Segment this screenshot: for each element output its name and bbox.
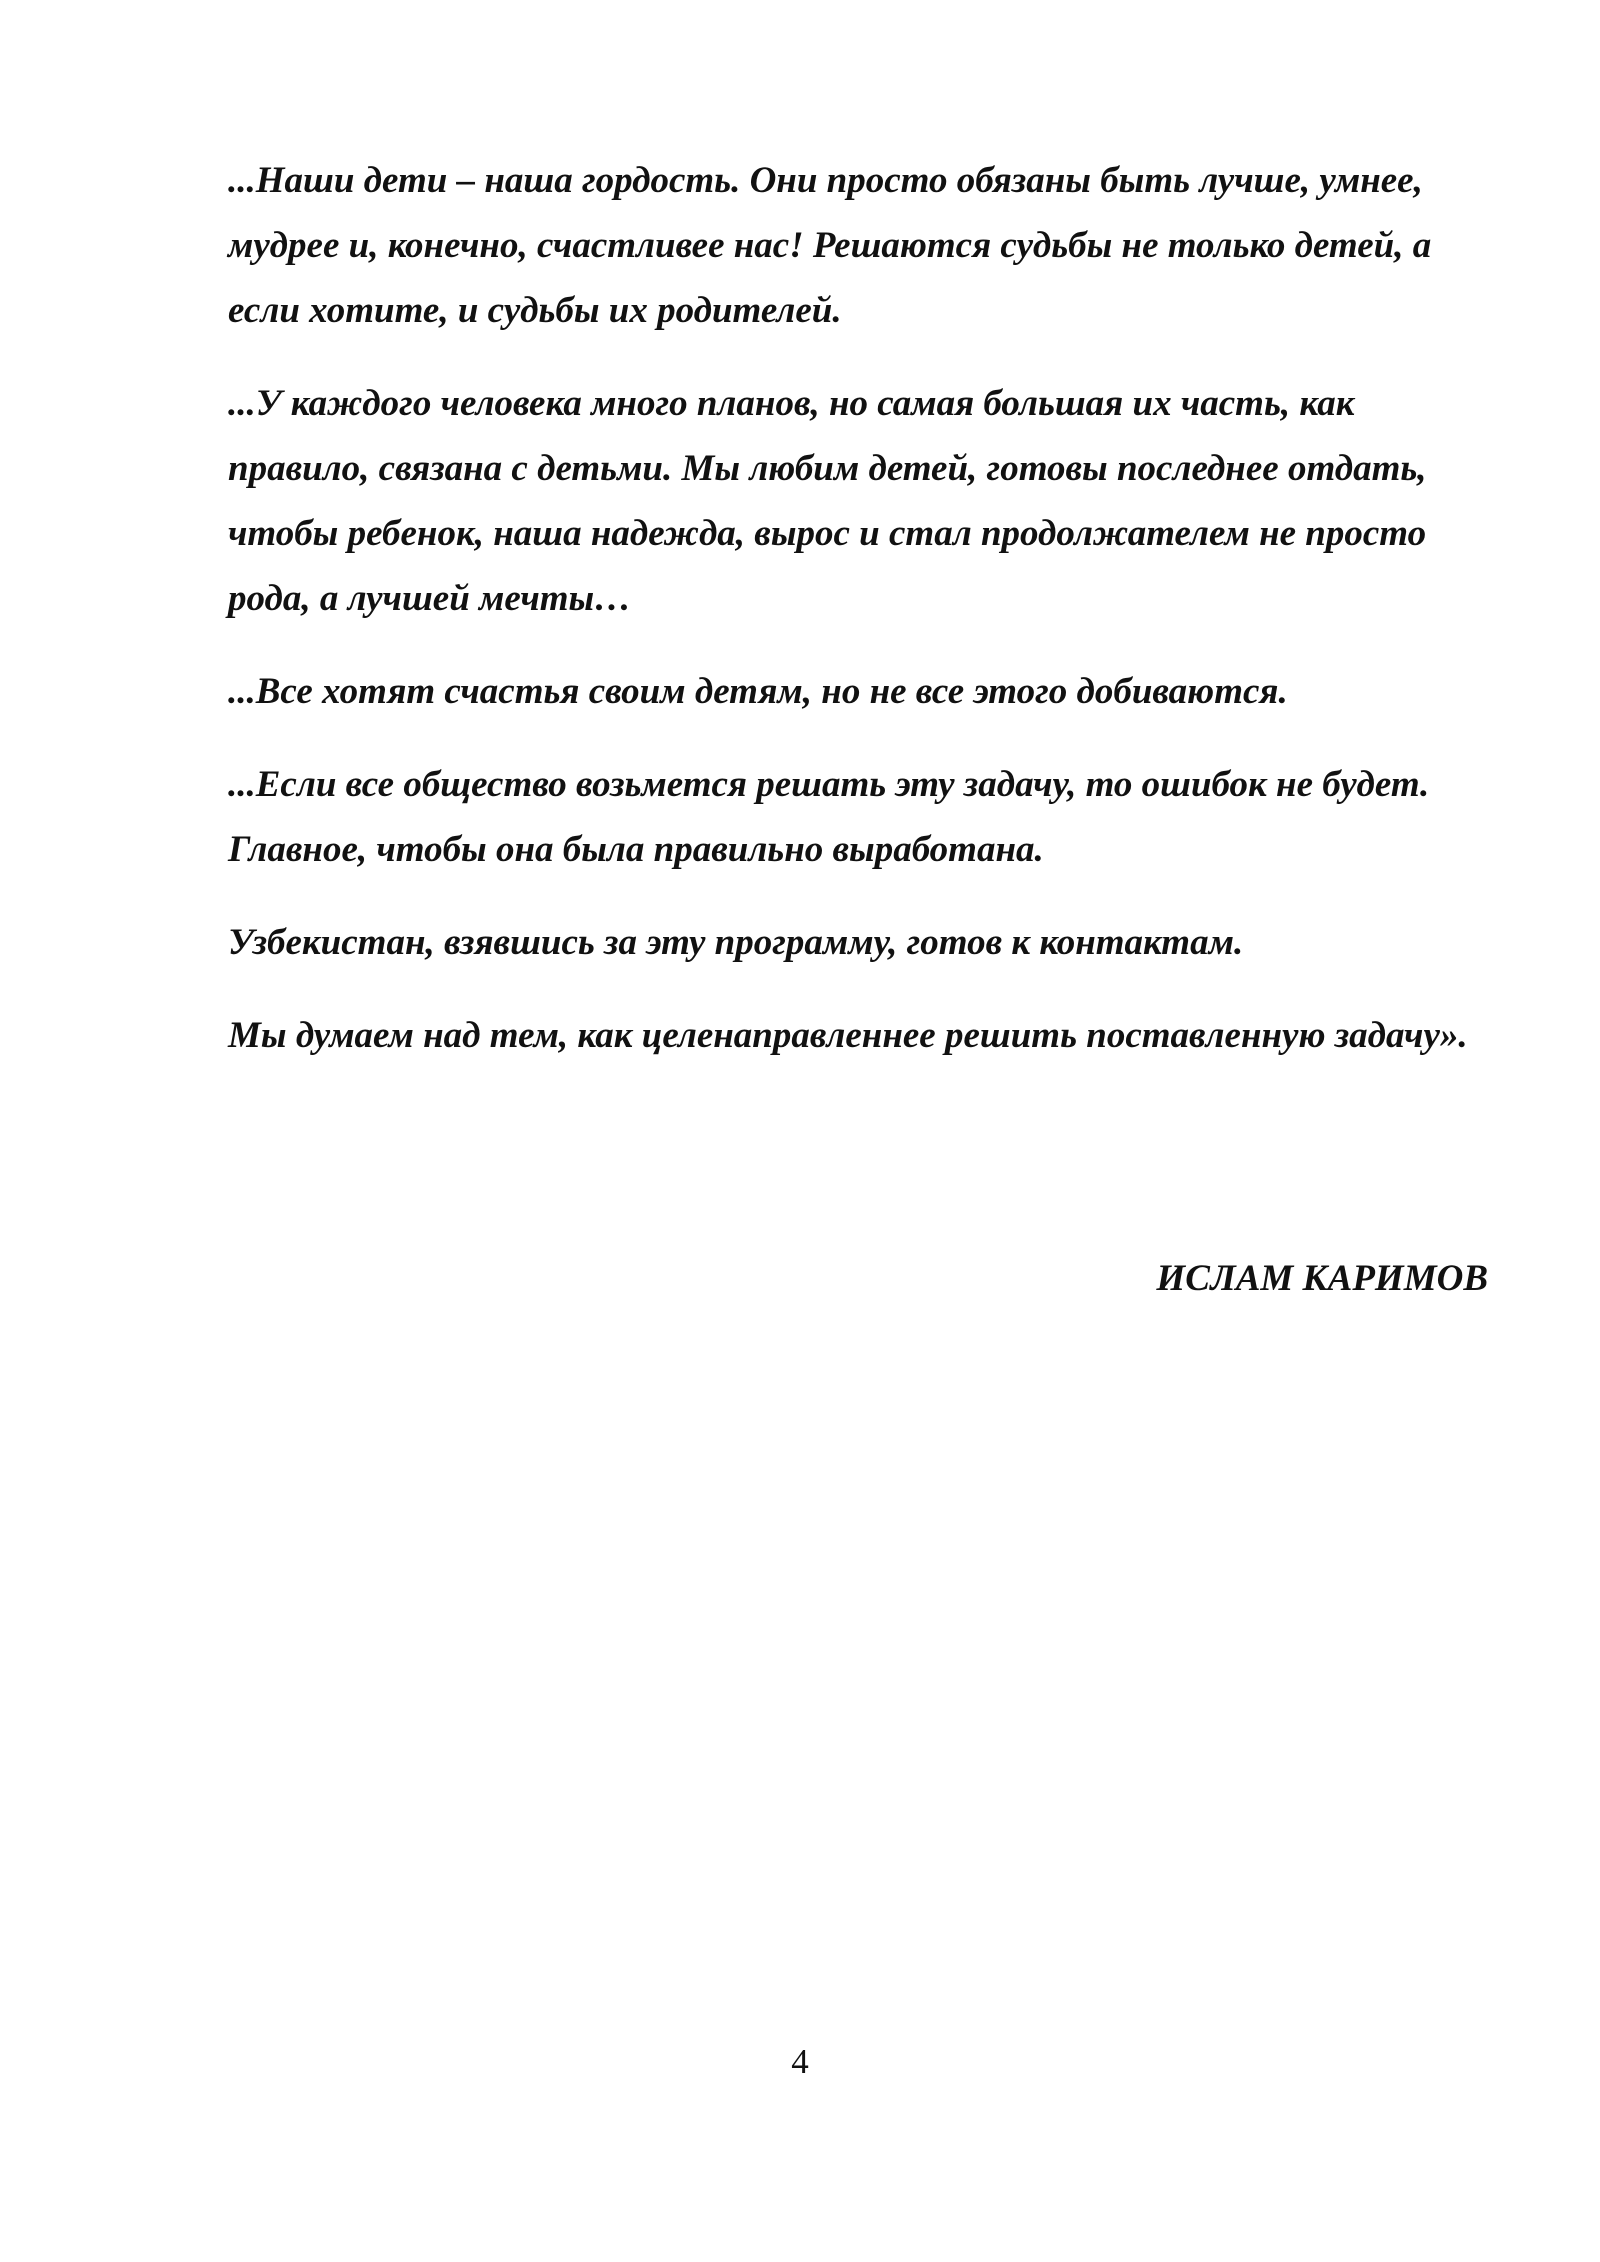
quote-paragraph: ...Если все общество возьмется решать эту задачу, то ошибок не будет. Главное, чтобы она была правильно выработана. (228, 764, 1430, 870)
page-number: 4 (791, 2042, 809, 2081)
quote-paragraph: ...Наши дети – наша гордость. Они просто обязаны быть лучше, умнее, мудрее и, конечно, счастливее нас! Решаются судьбы не только детей, а если хотите, и судьбы их родителей. (228, 160, 1432, 331)
quote-text-block (228, 148, 1478, 1096)
quote-paragraph: ...У каждого человека много планов, но самая большая их часть, как правило, связана с детьми. Мы любим детей, готовы последнее отдать, чтобы ребенок, наша надежда, вырос и стал продолжателем не просто рода, а лучшей мечты… (228, 383, 1427, 619)
quote-paragraph: Мы думаем над тем, как целенаправленнее решить поставленную задачу». (228, 1015, 1468, 1056)
quote-paragraph: ...Все хотят счастья своим детям, но не все этого добиваются. (228, 671, 1288, 712)
author-signature: ИСЛАМ КАРИМОВ (1156, 1258, 1488, 1299)
quote-paragraph: Узбекистан, взявшись за эту программу, готов к контактам. (228, 922, 1244, 963)
